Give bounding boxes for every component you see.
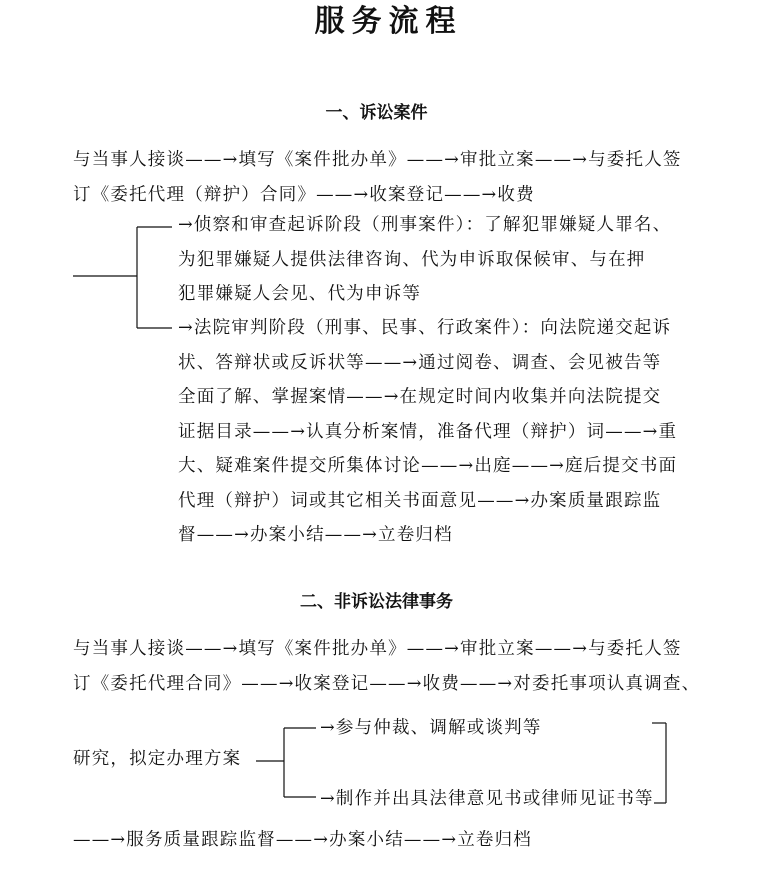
flow-line: 与当事人接谈——→填写《案件批办单》——→审批立案——→与委托人签 [73, 150, 682, 170]
flow-line: 与当事人接谈——→填写《案件批办单》——→审批立案——→与委托人签 [73, 639, 682, 659]
branch-investigation-stage [178, 208, 671, 312]
non-litigation-final-flow: ——→服务质量跟踪监督——→办案小结——→立卷归档 [73, 830, 532, 850]
flow-line: →侦察和审查起诉阶段（刑事案件）：了解犯罪嫌疑人罪名、 [178, 215, 672, 235]
flow-line: 全面了解、掌握案情——→在规定时间内收集并向法院提交 [178, 387, 662, 407]
page-title: 服务流程 [314, 4, 463, 39]
plan-step-text: 研究，拟定办理方案 [73, 749, 242, 769]
flow-line: →法院审判阶段（刑事、民事、行政案件）：向法院递交起诉 [178, 318, 672, 338]
flow-line: 订《委托代理（辩护）合同》——→收案登记——→收费 [73, 184, 535, 205]
flow-line: 证据目录——→认真分析案情，准备代理（辩护）词——→重 [178, 421, 678, 442]
flow-line: 犯罪嫌疑人会见、代为申诉等 [178, 284, 422, 304]
non-litigation-intro-flow [73, 632, 700, 701]
flow-line: 为犯罪嫌疑人提供法律咨询、代为申诉取保候审、与在押 [178, 249, 646, 270]
flow-line: 督——→办案小结——→立卷归档 [178, 525, 453, 545]
branch-trial-stage [178, 311, 677, 553]
option-arbitration: →参与仲裁、调解或谈判等 [320, 718, 542, 738]
option-legal-opinion: →制作并出具法律意见书或律师见证书等 [320, 789, 654, 809]
flow-line: 状、答辩状或反诉状等——→通过阅卷、调查、会见被告等 [178, 352, 662, 373]
flow-line: 大、疑难案件提交所集体讨论——→出庭——→庭后提交书面 [178, 456, 678, 476]
flow-line: 订《委托代理合同》——→收案登记——→收费——→对委托事项认真调查、 [73, 673, 701, 694]
section-heading-non-litigation: 二、非诉讼法律事务 [300, 592, 453, 612]
flow-line: 代理（辩护）词或其它相关书面意见——→办案质量跟踪监 [178, 490, 662, 511]
section-heading-litigation: 一、诉讼案件 [325, 103, 428, 123]
